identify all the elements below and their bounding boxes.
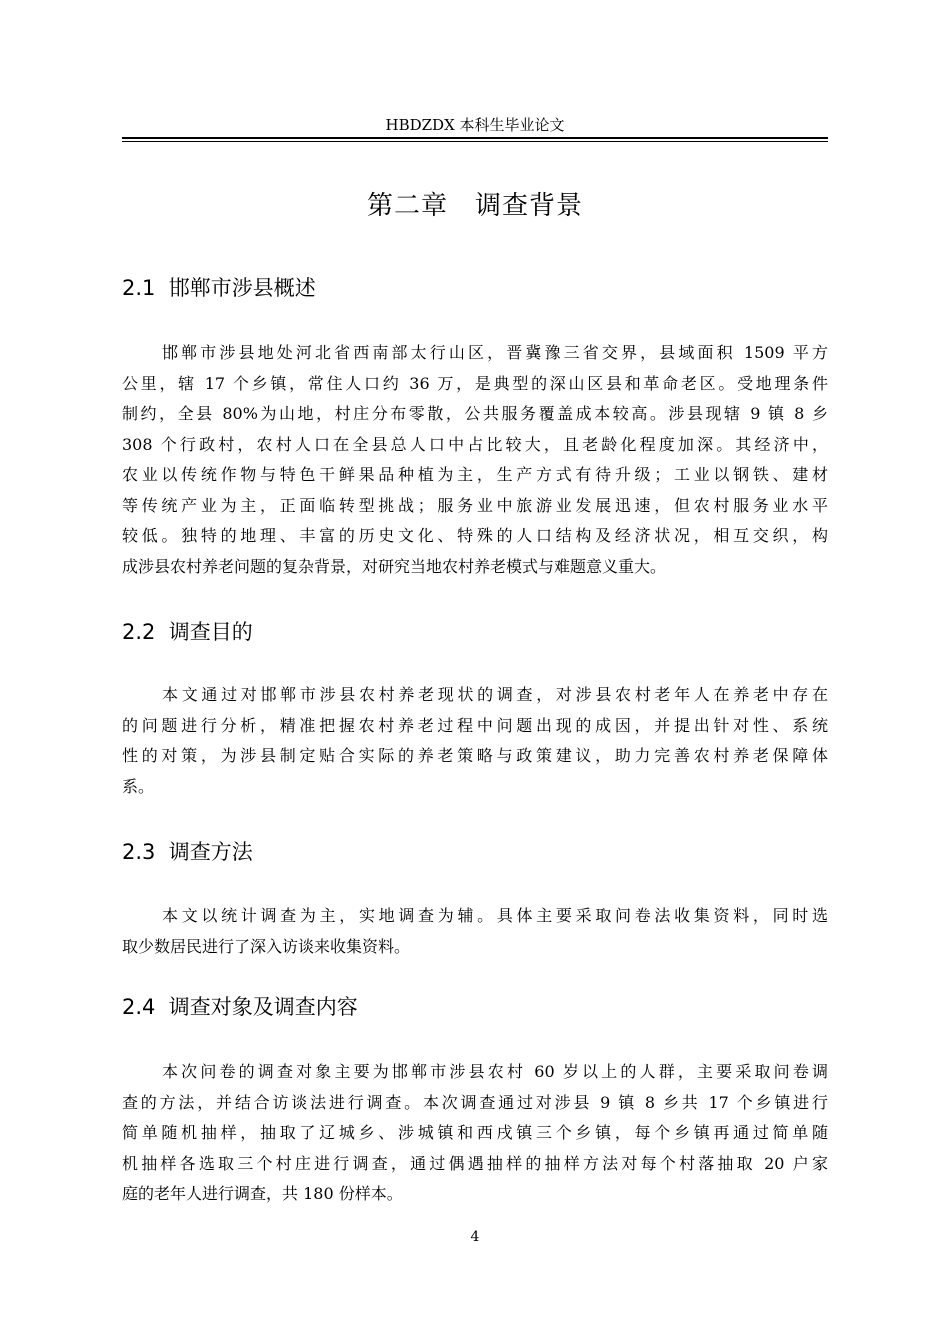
section-body-2-1 [122,338,828,582]
paragraph-line: 取少数居民进行了深入访谈来收集资料。 [122,936,411,956]
section-heading-2-3: 2.3 调查方法 [122,840,253,864]
section-heading-2-2: 2.2 调查目的 [122,620,253,644]
paragraph-line: 公里，辖 17 个乡镇，常住人口约 36 万，是典型的深山区县和革命老区。受地理条件 [122,373,828,393]
paragraph-line: 308 个行政村，农村人口在全县总人口中占比较大，且老龄化程度加深。其经济中， [122,434,828,454]
paragraph-line: 制约，全县 80%为山地，村庄分布零散，公共服务覆盖成本较高。涉县现辖 9 镇 8 乡 [122,404,828,423]
paragraph-line: 的问题进行分析，精准把握农村养老过程中问题出现的成因，并提出针对性、系统 [122,715,828,735]
paragraph-line: 本文通过对邯郸市涉县农村养老现状的调查，对涉县农村老年人在养老中存在 [162,685,828,704]
paragraph-line: 邯郸市涉县地处河北省西南部太行山区，晋冀豫三省交界，县域面积 1509 平方 [162,343,828,362]
section-heading-2-1: 2.1 邯郸市涉县概述 [122,276,316,300]
section-body-2-4 [122,1057,828,1210]
paragraph-line: 性的对策，为涉县制定贴合实际的养老策略与政策建议，助力完善农村养老保障体 [122,746,828,765]
section-heading-2-4: 2.4 调查对象及调查内容 [122,995,358,1019]
section-body-2-3 [122,901,828,962]
header-rule [122,137,828,139]
paragraph-line: 等传统产业为主，正面临转型挑战；服务业中旅游业发展迅速，但农村服务业水平 [122,495,828,515]
paragraph-line: 庭的老年人进行调查，共 180 份样本。 [122,1184,403,1203]
section-body-2-2 [122,680,828,802]
paragraph-line: 本次问卷的调查对象主要为邯郸市涉县农村 60 岁以上的人群，主要采取问卷调 [162,1062,828,1081]
page-number: 4 [470,1229,480,1245]
paragraph-line: 查的方法，并结合访谈法进行调查。本次调查通过对涉县 9 镇 8 乡共 17 个乡镇进行 [122,1092,828,1112]
paragraph-line: 成涉县农村养老问题的复杂背景，对研究当地农村养老模式与难题意义重大。 [122,556,667,576]
chapter-title: 第二章 调查背景 [366,191,583,221]
paragraph-line: 机抽样各选取三个村庄进行调查，通过偶遇抽样的抽样方法对每个村落抽取 20 户家 [122,1153,828,1173]
paragraph-line: 本文以统计调查为主，实地调查为辅。具体主要采取问卷法收集资料，同时选 [162,906,828,925]
header-rule-thin [122,141,828,142]
paragraph-line: 农业以传统作物与特色干鲜果品种植为主，生产方式有待升级；工业以钢铁、建材 [122,465,828,484]
paragraph-line: 系。 [122,776,155,796]
paragraph-line: 简单随机抽样，抽取了辽城乡、涉城镇和西戌镇三个乡镇，每个乡镇再通过简单随 [122,1123,828,1142]
paragraph-line: 较低。独特的地理、丰富的历史文化、特殊的人口结构及经济状况，相互交织，构 [122,526,828,545]
running-header: HBDZDX 本科生毕业论文 [385,116,565,134]
